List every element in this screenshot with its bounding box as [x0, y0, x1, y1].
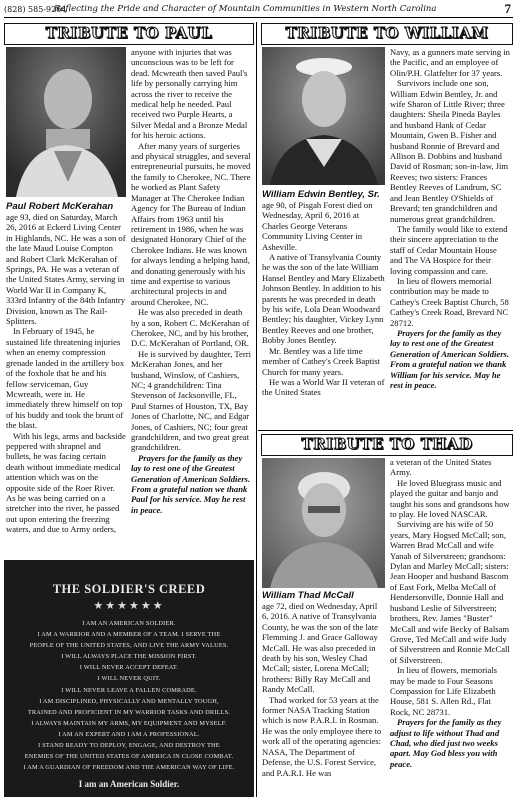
- creed-line: I AM A WARRIOR AND A MEMBER OF A TEAM. I SERVE THE: [37, 631, 221, 639]
- thad-column-2: [390, 457, 511, 769]
- paul-banner: TRIBUTE TO PAUL: [4, 23, 254, 45]
- page-header: [4, 1, 513, 18]
- creed-title: THE SOLDIER'S CREED: [52, 582, 206, 596]
- thad-paragraph: a veteran of the United States Army.: [390, 457, 492, 478]
- paul-column-2: [131, 47, 252, 515]
- william-paragraph: Mr. Bentley was a life time member of Cathey's Creek Baptist Church for many years.: [262, 345, 381, 377]
- creed-line: I AM A GUARDIAN OF FREEDOM AND THE AMERICAN WAY OF LIFE.: [23, 764, 235, 772]
- william-paragraph: In lieu of flowers memorial contribution may be made to Cathey's Creek Baptist Church, 58 Cathey's Creek Road, Brevard NC 28712.: [390, 275, 509, 328]
- creed-line: I ALWAYS MAINTAIN MY ARMS, MY EQUIPMENT AND MYSELF.: [31, 719, 227, 727]
- thad-banner: TRIBUTE TO THAD: [261, 434, 513, 456]
- soldiers-creed-panel: [4, 560, 254, 797]
- thad-paragraph: He loved Bluegrass music and played the guitar and banjo and taught his sons and grandsons how to play. He loved NASCAR.: [390, 477, 510, 520]
- creed-line: I WILL NEVER QUIT.: [97, 675, 161, 683]
- thad-column-1: [262, 590, 385, 778]
- creed-line: I WILL NEVER ACCEPT DEFEAT.: [79, 664, 179, 672]
- thad-photo: [262, 458, 385, 588]
- section-divider: [258, 430, 513, 431]
- column-divider: [256, 22, 257, 797]
- william-prayer: Prayers for the family as they lay to rest one of the Greatest Generation of American Soldiers. From a grateful nation we thank William for his service. May he rest in peace.: [390, 327, 510, 390]
- william-paragraph: Survivors include one son, William Edwin Bentley, Jr. and wife Sharon of Little River; three daughters: Sheila Pineda Bayles and husband Hank of Cedar Mountain, Gwen B. Fisher and husband Ronnie of Brevard and Allison B. Dobbins and husband David of Rosman; son-in-law, Jim Reeves; two sisters: Frances Bentley Reeves of Landrum, SC and Jean Bentley O'Shields of Brevard; ten grandchildren and numerous great grandchildren.: [390, 78, 509, 224]
- creed-closing: I am an American Soldier.: [78, 779, 180, 790]
- paul-paragraph: He is survived by daughter, Terri McKerahan Jones, and her husband, Winslow, of Cashiers, NC; 4 grandchildren: Tina Stevenson of Jacksonville, FL, Paul Starnes of Houston, TX, Bay Jones of Charlotte, NC, and Edgar Jones, of Cashiers, NC; four great grandchildren, and two great great grandchildren.: [131, 348, 251, 453]
- william-paragraph: age 90, of Pisgah Forest died on Wednesday, April 6, 2016 at Charles George Veterans Community Living Center in Asheville.: [262, 200, 373, 252]
- paul-column-1: [6, 201, 126, 535]
- header-phone: (828) 585-9264: [4, 5, 67, 14]
- paul-paragraph: With his legs, arms and backside peppered with shrapnel and bullets, he was facing certain death without immediate medical attention which was on the opposite side of the Roer River. As he was being carried on a stretcher into the river, he passed out upon entering the freezing waters, and due to Army orders,: [6, 430, 126, 535]
- creed-line: ENEMIES OF THE UNITED STATES OF AMERICA IN CLOSE COMBAT.: [24, 753, 234, 761]
- creed-line: I AM DISCIPLINED, PHYSICALLY AND MENTALLY TOUGH,: [39, 697, 219, 705]
- william-portrait-image: [262, 47, 385, 185]
- william-column-2: [390, 47, 511, 390]
- thad-paragraph: Surviving are his wife of 50 years, Mary Hogsed McCall; son, Warren Brad McCall and wife Yanah of Silverstreen; grandsons: Dylan and Marley McCall; sisters: Jean Hooper and husband Bascom of East Fork, Melba McCall of Hendersonville, Donnie Hall and husband Leslie of Silverstreen; brothers, Rev. James "Buster" McCall and wife Becky of Balsam Grove, Ted McCall and wife Judy of Silverstreen and Ronnie McCall of Silverstreen.: [390, 519, 510, 665]
- paul-portrait-image: [6, 47, 126, 197]
- page-number: 7: [504, 1, 511, 16]
- creed-stars: ★★★★★★: [93, 600, 165, 612]
- paul-paragraph: After many years of surgeries and physical struggles, and several entrepreneurial pursuits, he moved the family to Cherokee, NC. There he worked as Plant Safety Manager at The Cherokee Indian Agency for The Bureau of Indian Affairs from 1963 until his retirement in 1986, when he was designated Honorary Chief of the Cherokee Indians. He was known for always lending a helping hand, and donating generously with his time and expertise to various architectural projects in and around Cherokee, NC.: [131, 140, 251, 307]
- paul-paragraph: age 93, died on Saturday, March 26, 2016 at Eckerd Living Center in Highlands, NC. He was a son of the late Maud Louise Compton and Robert Clark McKerahan of Springs, PA. He was a veteran of the United States Army, serving in World War II in Company K, 333rd Infantry of the 84th Infantry Division, known as The Rail-Splitters.: [6, 212, 126, 327]
- creed-line: I WILL NEVER LEAVE A FALLEN COMRADE.: [61, 686, 197, 694]
- william-name: William Edwin Bentley, Sr.: [262, 189, 380, 200]
- paul-photo: [6, 47, 126, 197]
- thad-portrait-image: [262, 458, 385, 588]
- paul-prayer: Prayers for the family as they lay to rest one of the Greatest Generation of American Soldiers. From a grateful nation we thank Paul for his service. May he rest in peace.: [131, 452, 251, 515]
- william-photo: [262, 47, 385, 185]
- william-column-1: [262, 189, 385, 398]
- creed-line: I AM AN AMERICAN SOLDIER.: [82, 620, 176, 627]
- william-paragraph: Navy, as a gunners mate serving in the Pacific, and an employee of Olin/P.H. Glatfelter for 37 years.: [390, 47, 510, 78]
- thad-paragraph: In lieu of flowers, memorials may be made to Four Seasons Compassion for Life Elizabeth House, 581 S. Allen Rd., Flat Rock, NC 28731.: [390, 665, 497, 717]
- creed-line: I STAND READY TO DEPLOY, ENGAGE, AND DESTROY THE: [38, 742, 220, 750]
- william-paragraph: He was a World War II veteran of the United States: [262, 376, 385, 398]
- william-banner: TRIBUTE TO WILLIAM: [261, 23, 513, 45]
- thad-prayer: Prayers for the family as they adjust to life without Thad and Chad, who died just two weeks apart. May God bless you with peace.: [390, 717, 502, 769]
- william-paragraph: A native of Transylvania County he was the son of the late William Hansel Bentley and Mary Elizabeth Johnson Bentley. In addition to his parents he was preceded in death by his wife, Lola Dean Woodward Bentley; his daughter, Vickey Lynn Bentley Reeves and one brother, Bobby Jones Bentley.: [262, 252, 385, 346]
- paul-paragraph: anyone with injuries that was unconscious was to be left for dead. Mcwreath then saved Paul's life by personally carrying him across the river to receive the medical help he needed. Paul received two Purple Hearts, a Silver Medal and a Bronze Medal for his heroic actions.: [131, 47, 248, 141]
- paul-name: Paul Robert McKerahan: [6, 201, 114, 212]
- paul-paragraph: In February of 1945, he sustained life threatening injuries when an enemy compression grenade landed in the artillery box of the foxhole that he and his fellow serviceman, Guy Mcwreath, were in. He immediately threw himself on top of his buddy and took the brunt of the blast.: [6, 326, 125, 431]
- creed-line: PEOPLE OF THE UNITED STATES, AND LIVE THE ARMY VALUES.: [29, 642, 229, 650]
- thad-paragraph: Thad worked for 53 years at the former NASA Tracking Station which is now P.A.R.I. in Rosman. He was the only employee there to work all of the operating agencies: NASA, The Department of Defense, the U.S. Forest Service, and P.A.R.I. He was: [262, 694, 382, 778]
- creed-line: I WILL ALWAYS PLACE THE MISSION FIRST.: [61, 653, 197, 661]
- paul-paragraph: He was also preceded in death by a son, Robert C. McKerahan of Cherokee, NC, and by his brother, D.C. McKerahan of Portland, OR.: [131, 307, 250, 349]
- creed-line: TRAINED AND PROFICIENT IN MY WARRIOR TASKS AND DRILLS.: [27, 708, 231, 716]
- william-paragraph: The family would like to extend their sincere appreciation to the staff of Cedar Mountain House and The VA Hospice for their loving compassion and care.: [390, 223, 508, 276]
- thad-name: William Thad McCall: [262, 590, 354, 601]
- creed-line: I AM AN EXPERT AND I AM A PROFESSIONAL.: [58, 730, 200, 738]
- header-tagline: Reflecting the Pride and Character of Mountain Communities in Western North Carolina: [54, 4, 437, 14]
- thad-paragraph: age 72, died on Wednesday, April 6, 2016. A native of Transylvania County, he was the son of the late Flemming J. and Grace Galloway McCall. He was also preceded in death by his son, Wesley Chad McCall; sister, Lorena McCall; brothers: Billy Ray McCall and Randy McCall.: [262, 601, 378, 695]
